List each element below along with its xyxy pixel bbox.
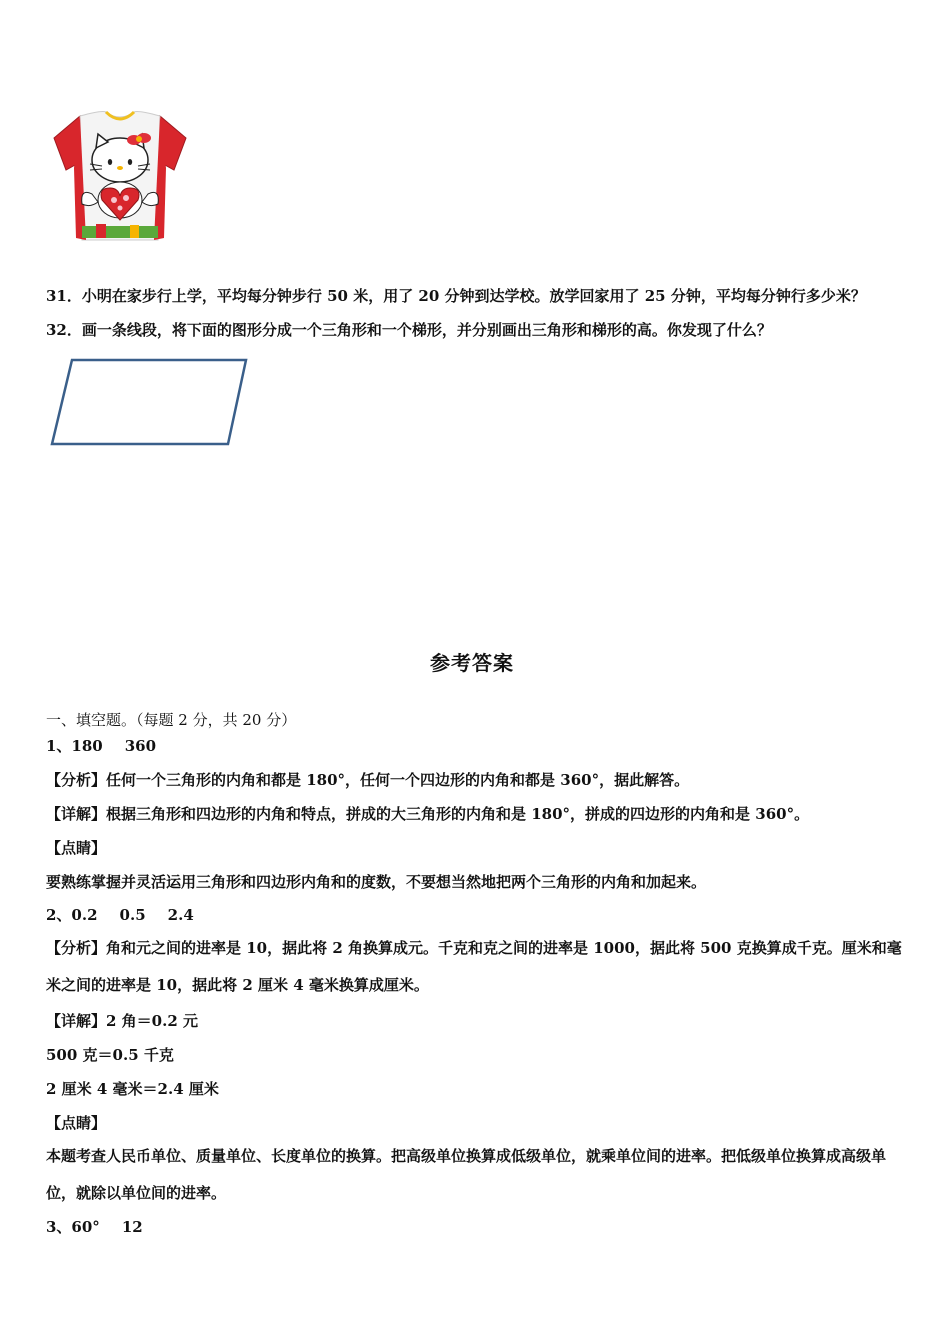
- answer-2-value-3: 2.4: [167, 906, 194, 924]
- answer-1-value-2: 360: [124, 737, 157, 755]
- answer-2-tip: 本题考查人民币单位、质量单位、长度单位的换算。把高级单位换算成低级单位，就乘单位间的进率。把低级单位换算成高级单位，就除以单位间的进率。: [46, 1147, 887, 1202]
- section-fill-in-heading: 一、填空题。（每题 2 分，共 20 分）: [46, 711, 297, 729]
- answer-2-values: [46, 905, 194, 925]
- answer-2-detail: 【详解】2 角＝0.2 元: [46, 1012, 198, 1030]
- answer-1-value-1: 1、180: [46, 737, 103, 755]
- answer-3-values: [46, 1217, 143, 1237]
- answer-1-tip-label: 【点睛】: [46, 839, 107, 857]
- answer-key-title: 参考答案: [430, 651, 514, 675]
- answer-1-analysis: 【分析】任何一个三角形的内角和都是 180°，任何一个四边形的内角和都是 360°，据此解答。: [46, 771, 690, 789]
- answer-2-line-2: 500 克＝0.5 千克: [46, 1046, 174, 1064]
- answer-2-analysis: 【分析】角和元之间的进率是 10，据此将 2 角换算成元。千克和克之间的进率是 1000，据此将 500 克换算成千克。厘米和毫米之间的进率是 10，据此将 2 厘米 4 毫米换算成厘米。: [46, 939, 902, 994]
- question-32: 32．画一条线段，将下面的图形分成一个三角形和一个梯形，并分别画出三角形和梯形的高。你发现了什么？: [46, 321, 772, 339]
- answer-2-line-3: 2 厘米 4 毫米＝2.4 厘米: [46, 1080, 219, 1098]
- answer-2-value-2: 0.5: [119, 906, 146, 924]
- hello-kitty-tshirt-image: [50, 108, 190, 244]
- answer-2-value-1: 2、0.2: [46, 906, 98, 924]
- answer-1-detail: 【详解】根据三角形和四边形的内角和特点，拼成的大三角形的内角和是 180°，拼成的四边形的内角和是 360°。: [46, 805, 810, 823]
- answer-1-tip: 要熟练掌握并灵活运用三角形和四边形内角和的度数，不要想当然地把两个三角形的内角和加起来。: [46, 873, 707, 891]
- answer-2-tip-label: 【点睛】: [46, 1114, 107, 1132]
- answer-3-value-1: 3、60°: [46, 1218, 100, 1236]
- parallelogram-figure: [48, 356, 252, 448]
- answer-3-value-2: 12: [121, 1218, 143, 1236]
- question-31: 31．小明在家步行上学，平均每分钟步行 50 米，用了 20 分钟到达学校。放学回家用了 25 分钟，平均每分钟行多少米？: [46, 287, 866, 305]
- answer-1-values: [46, 736, 156, 756]
